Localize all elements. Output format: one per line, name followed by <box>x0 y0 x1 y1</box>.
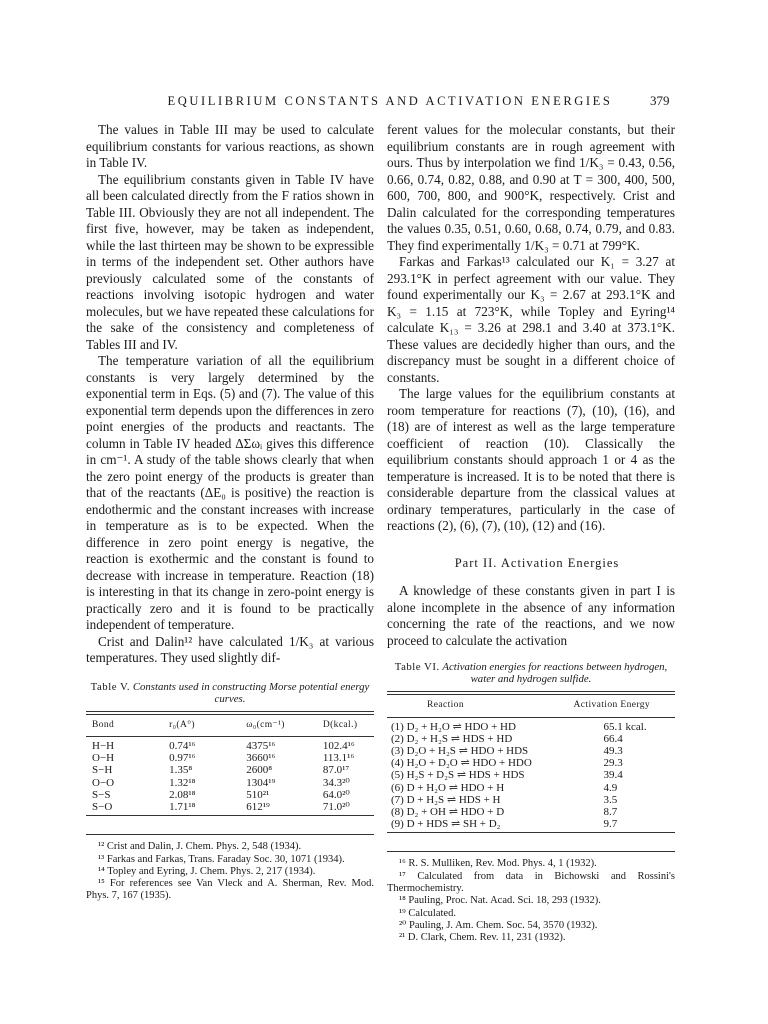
body-paragraph: ferent values for the molecular constants, but their equilibrium constants are in rough agreement with ours. Thus by interpolation we find 1/K₃ = 0.43, 0.56, 0.66, 0.74, 0.82, 0.88, and 0.90 at T = 300, 400, 500, 600, 700, 800, and 900°K, respectively. Crist and Dalin calculated for the corresponding temperatures the values 0.35, 0.51, 0.60, 0.68, 0.74, 0.79, and 0.83. They find experimentally 1/K₃ = 0.71 at 799°K. <box>387 122 675 253</box>
table5-cell: 2600⁸ <box>246 764 273 777</box>
table6-caption-lead: Table VI. <box>394 661 440 673</box>
table5-header: ω₀(cm⁻¹) <box>246 719 285 730</box>
table6 <box>387 695 675 830</box>
page-number: 379 <box>650 93 670 108</box>
table6-cell: (3) D₂O + H₂S ⇌ HDO + HDS <box>391 744 529 757</box>
body-paragraph: The temperature variation of all the equilibrium constants is very largely determined by the exponential term in Eqs. (5) and (7). The value of this exponential term depends upon the differences in zero point energies of the products and reactants. The column in Table IV headed ΔΣωᵢ gives this difference in cm⁻¹. A study of the table shows clearly that when the zero point energy of the products is greater than that of the reactants (ΔE₀ is positive) the reaction is endothermic and the constant increases with increase in temperature as is to be expected. When the difference in zero point energy is negative, the reaction is exothermic and the constant is found to decrease with increase in temperature. Reaction (18) is interesting in that its change in zero-point energy is practically zero and it is found to be practically independent of temperature. <box>86 353 374 632</box>
footnote-rule <box>86 834 374 835</box>
footnote: ¹⁷ Calculated from data in Bichowski and Rossini's Thermochemistry. <box>387 870 675 894</box>
table5-cell: 510²¹ <box>246 788 270 801</box>
table6-cell: (1) D₂ + H₂O ⇌ HDO + HD <box>391 720 516 733</box>
table5-header: Bond <box>92 719 115 730</box>
table6-header-row <box>387 695 675 717</box>
footnote: ¹⁸ Pauling, Proc. Nat. Acad. Sci. 18, 293 (1932). <box>399 895 601 907</box>
table5-header-row <box>86 715 374 737</box>
section-heading: Part II. Activation Energies <box>454 555 620 570</box>
table6-cell: (5) H₂S + D₂S ⇌ HDS + HDS <box>391 769 525 782</box>
table5-cell: S−H <box>92 764 113 777</box>
table6-cell: (6) D + H₂O ⇌ HDO + H <box>391 781 505 794</box>
table5-caption-text: Constants used in constructing Morse potential energy curves. <box>132 680 370 705</box>
table-row <box>387 806 675 818</box>
table5-cell: 64.0²⁰ <box>322 788 350 801</box>
footnote: ¹⁵ For references see Van Vleck and A. Sherman, Rev. Mod. Phys. 7, 167 (1935). <box>86 878 374 902</box>
table5-cell: 113.1¹⁶ <box>322 752 355 765</box>
table6-cell: (4) H₂O + D₂O ⇌ HDO + HDO <box>391 757 532 770</box>
table6-header-rule <box>387 717 675 718</box>
body-paragraph: The large values for the equilibrium constants at room temperature for reactions (7), (10), (16), and (18) are of interest as well as the large temperature coefficient of reaction (10). Classically the equilibrium constants should approach 1 or 4 as the temperature is increased. It is to be noted that there is considerable departure from the classical values at ordinary temperatures, particularly in the case of reactions (2), (6), (7), (10), (12) and (16). <box>387 386 675 533</box>
table-row <box>387 757 675 769</box>
table-row <box>86 801 374 813</box>
table5-cell: 2.08¹⁸ <box>169 788 196 801</box>
table5-cell: 1.35⁸ <box>169 764 193 777</box>
table5-header: r₀(A°) <box>169 719 195 730</box>
table5-cell: 34.3²⁰ <box>322 776 350 789</box>
body-paragraph: The values in Table III may be used to calculate equilibrium constants for various reactions, as shown in Table IV. <box>86 122 374 170</box>
body-paragraph: Crist and Dalin¹² have calculated 1/K₃ at various temperatures. They used slightly dif- <box>86 633 374 665</box>
table5-cell: 102.4¹⁶ <box>322 740 355 752</box>
table6-cell: 4.9 <box>603 781 618 794</box>
table6-header: Reaction <box>427 700 464 710</box>
table5-cell: H−H <box>92 740 115 752</box>
table5-cell: 1.32¹⁸ <box>169 776 196 789</box>
body-paragraph: Farkas and Farkas¹³ calculated our K₁ = 3.27 at 293.1°K in perfect agreement with our value. They found experimentally our K₃ = 2.67 at 293.1°K and K₃ = 1.15 at 723°K, while Topley and Eyring¹⁴ calculate K₁₃ = 3.26 at 298.1 and 3.40 at 373.1°K. These values are decidedly higher than ours, and the discrepancy must be sought in a different choice of constants. <box>387 254 675 385</box>
table5-header-rule <box>86 736 374 737</box>
table5-cell: O−O <box>92 776 115 789</box>
table5 <box>86 715 374 814</box>
table5-cell: 0.74¹⁶ <box>169 740 196 752</box>
table6-cell: 65.1 kcal. <box>603 720 647 733</box>
body-paragraph: A knowledge of these constants given in part I is alone incomplete in the absence of any information concerning the rate of the reactions, and we now proceed to calculate the activation <box>387 583 675 648</box>
table6-cell: (2) D₂ + H₂S ⇌ HDS + HD <box>391 732 513 745</box>
table5-cell: 71.0²⁰ <box>322 801 350 814</box>
table5-cell: 0.97¹⁶ <box>169 752 196 765</box>
table5-cell: 1.71¹⁸ <box>169 801 196 814</box>
footnote: ¹⁴ Topley and Eyring, J. Chem. Phys. 2, 217 (1934). <box>98 865 316 877</box>
table6-cell: 3.5 <box>603 793 618 806</box>
table5-cell: S−O <box>92 801 113 814</box>
table5-cell: 3660¹⁶ <box>246 752 276 765</box>
footnote-rule <box>387 851 675 852</box>
table-row <box>387 721 675 733</box>
table5-caption-lead: Table V. <box>90 680 131 693</box>
table6-cell: 29.3 <box>603 757 623 770</box>
table5-cell: 87.0¹⁷ <box>322 764 350 777</box>
body-paragraph: The equilibrium constants given in Table IV have all been calculated directly from the F ratios shown in Table III. Obviously they are not all independent. The first five, however, may be taken as independent, while the last thirteen may be shown to be expressible in terms of the independent set. Other authors have previously calculated some of the constants of reactions involving isotopic hydrogen and water molecules, but we have repeated these calculations for the sake of the consistency and completeness of Tables III and IV. <box>86 171 374 352</box>
table6-cell: (7) D + H₂S ⇌ HDS + H <box>391 793 501 806</box>
table-row <box>86 752 374 764</box>
table6-cell: 9.7 <box>603 818 618 831</box>
footnote: ²⁰ Pauling, J. Am. Chem. Soc. 54, 3570 (1932). <box>399 919 598 931</box>
table6-cell: 8.7 <box>603 805 618 818</box>
footnote: ²¹ D. Clark, Chem. Rev. 11, 231 (1932). <box>399 932 566 944</box>
footnote: ¹⁶ R. S. Mulliken, Rev. Mod. Phys. 4, 1 (1932). <box>399 858 597 870</box>
table5-header: D(kcal.) <box>322 719 358 730</box>
table6-cell: 39.4 <box>603 769 623 782</box>
table6-cell: 49.3 <box>603 744 623 757</box>
footnote: ¹² Crist and Dalin, J. Chem. Phys. 2, 548 (1934). <box>98 841 302 853</box>
table-row <box>86 789 374 801</box>
table6-header: Activation Energy <box>573 700 651 710</box>
table5-cell: S−S <box>92 788 111 801</box>
table-row <box>387 745 675 757</box>
table5-cell: 612¹⁹ <box>246 801 270 814</box>
table-row <box>387 733 675 745</box>
footnote: ¹³ Farkas and Farkas, Trans. Faraday Soc. 30, 1071 (1934). <box>98 853 345 865</box>
table6-caption-text: Activation energies for reactions between hydrogen, water and hydrogen sulfide. <box>442 661 668 685</box>
table5-cell: 1304¹⁹ <box>246 776 276 789</box>
table-row <box>86 740 374 752</box>
table-row <box>387 794 675 806</box>
table-row <box>387 769 675 781</box>
table6-cell: (8) D₂ + OH ⇌ HDO + D <box>391 805 505 818</box>
table6-caption <box>387 661 675 685</box>
left-column <box>86 122 374 903</box>
table5-cell: 4375¹⁶ <box>246 740 276 752</box>
table6-cell: 66.4 <box>603 732 623 745</box>
running-title: EQUILIBRIUM CONSTANTS AND ACTIVATION ENERGIES <box>167 94 613 108</box>
table5-caption <box>86 681 374 705</box>
right-column <box>387 122 675 944</box>
table5-cell: O−H <box>92 752 115 765</box>
table-row <box>387 818 675 830</box>
table-row <box>86 777 374 789</box>
footnote: ¹⁹ Calculated. <box>399 907 456 919</box>
table-row <box>387 782 675 794</box>
table6-cell: (9) D + HDS ⇌ SH + D₂ <box>391 818 501 831</box>
table-row <box>86 764 374 776</box>
